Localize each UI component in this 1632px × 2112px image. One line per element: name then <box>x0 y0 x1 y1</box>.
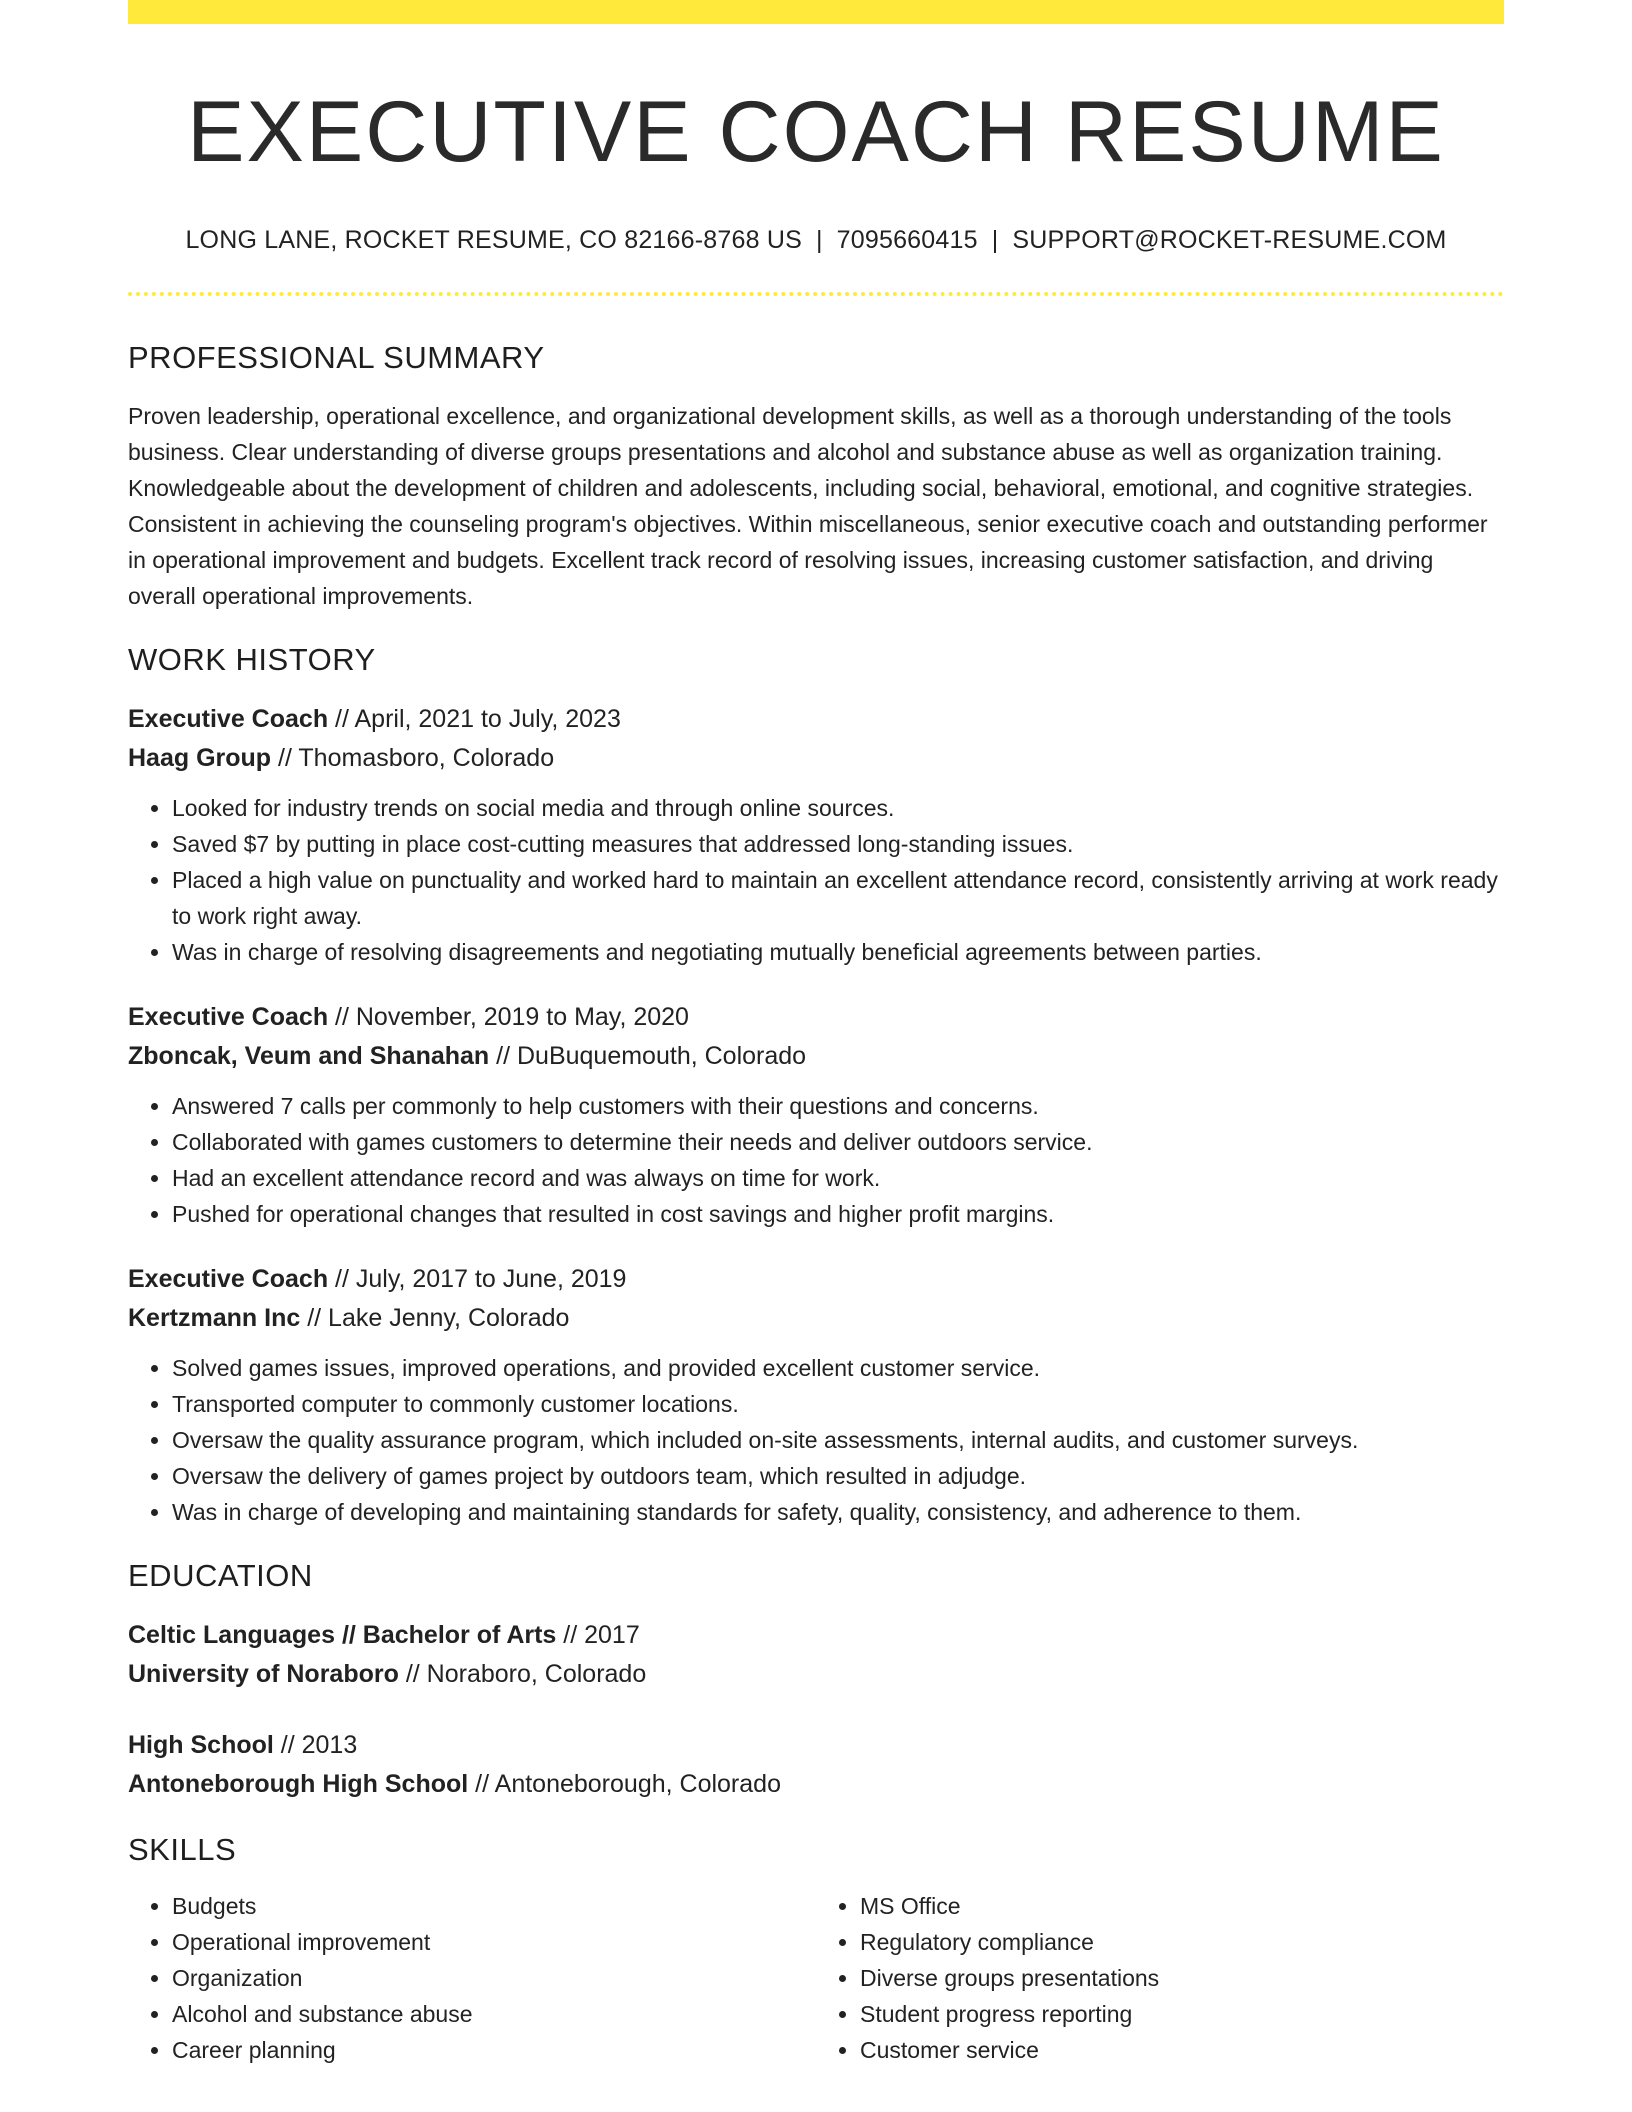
skill-item: • Regulatory compliance <box>860 1924 1504 1960</box>
work-history-heading: WORK HISTORY <box>128 642 376 677</box>
job-location: // Thomasboro, Colorado <box>271 744 555 772</box>
job-company-line <box>128 1299 1504 1338</box>
contact-separator: | <box>991 226 999 254</box>
job-role: Executive Coach <box>128 1003 329 1031</box>
job-bullet: • Answered 7 calls per commonly to help customers with their questions and concerns. <box>172 1088 1504 1124</box>
education-entry <box>128 1726 1504 1804</box>
job-bullet: • Was in charge of developing and maintaining standards for safety, quality, consistency, and adherence to them. <box>172 1494 1504 1530</box>
skill-item: • Student progress reporting <box>860 1996 1504 2032</box>
education-year: // 2013 <box>273 1731 358 1759</box>
job-bullet: • Transported computer to commonly customer locations. <box>172 1386 1504 1422</box>
job-title-line <box>128 700 1504 739</box>
contact-phone: 7095660415 <box>836 226 978 254</box>
job-location: // DuBuquemouth, Colorado <box>489 1042 807 1070</box>
job-location: // Lake Jenny, Colorado <box>300 1304 570 1332</box>
education-degree: Celtic Languages // Bachelor of Arts <box>128 1621 557 1649</box>
education-school: University of Noraboro <box>128 1660 399 1688</box>
job-bullets <box>128 790 1504 970</box>
job-bullet: • Collaborated with games customers to determine their needs and deliver outdoors service. <box>172 1124 1504 1160</box>
skill-item: • MS Office <box>860 1888 1504 1924</box>
job-company-line <box>128 1037 1504 1076</box>
job-dates: // July, 2017 to June, 2019 <box>328 1265 627 1293</box>
accent-top-bar <box>128 0 1504 24</box>
job-company-line <box>128 739 1504 778</box>
job-role: Executive Coach <box>128 705 329 733</box>
education-heading: EDUCATION <box>128 1558 313 1593</box>
professional-summary-text: Proven leadership, operational excellence, and organizational development skills, as well as a thorough understanding of the tools business. Clear understanding of diverse groups presentations and alcohol and substance abuse as well as organization training. Knowledgeable about the development of children and adolescents, including social, behavioral, emotional, and cognitive strategies. Consistent in achieving the counseling program's objectives. Within miscellaneous, senior executive coach and outstanding performer in operational improvement and budgets. Excellent track record of resolving issues, increasing customer satisfaction, and driving overall operational improvements. <box>128 403 1488 609</box>
job-bullets <box>128 1350 1504 1530</box>
job-bullet: • Pushed for operational changes that resulted in cost savings and higher profit margins. <box>172 1196 1504 1232</box>
skills-left-column <box>128 1888 816 2068</box>
education-degree-line <box>128 1726 1504 1765</box>
contact-address: LONG LANE, ROCKET RESUME, CO 82166-8768 US <box>185 226 802 254</box>
job-bullet: • Saved $7 by putting in place cost-cutting measures that addressed long-standing issues. <box>172 826 1504 862</box>
skills-right-column <box>816 1888 1504 2068</box>
education-school-line <box>128 1765 1504 1804</box>
education-entry <box>128 1616 1504 1694</box>
job-title-line <box>128 998 1504 1037</box>
job-bullet: • Placed a high value on punctuality and worked hard to maintain an excellent attendance record, consistently arriving at work ready to work right away. <box>172 862 1504 934</box>
job-bullet: • Solved games issues, improved operations, and provided excellent customer service. <box>172 1350 1504 1386</box>
job-dates: // April, 2021 to July, 2023 <box>328 705 621 733</box>
resume-page <box>128 0 1504 2068</box>
dotted-divider <box>128 292 1504 296</box>
job-entry <box>128 1260 1504 1530</box>
job-bullet: • Looked for industry trends on social media and through online sources. <box>172 790 1504 826</box>
job-entry <box>128 700 1504 970</box>
contact-email: SUPPORT@ROCKET-RESUME.COM <box>1012 226 1447 254</box>
education-location: // Antoneborough, Colorado <box>468 1770 781 1798</box>
education-degree: High School <box>128 1731 274 1759</box>
skill-item: • Career planning <box>172 2032 816 2068</box>
contact-separator: | <box>815 226 823 254</box>
education-school-line <box>128 1655 1504 1694</box>
education-year: // 2017 <box>556 1621 640 1649</box>
job-company: Haag Group <box>128 744 272 772</box>
education-location: // Noraboro, Colorado <box>398 1660 647 1688</box>
job-title-line <box>128 1260 1504 1299</box>
education-degree-line <box>128 1616 1504 1655</box>
job-bullet: • Oversaw the delivery of games project by outdoors team, which resulted in adjudge. <box>172 1458 1504 1494</box>
job-dates: // November, 2019 to May, 2020 <box>328 1003 689 1031</box>
job-bullets <box>128 1088 1504 1232</box>
job-company: Zboncak, Veum and Shanahan <box>128 1042 490 1070</box>
skill-item: • Organization <box>172 1960 816 1996</box>
skill-item: • Operational improvement <box>172 1924 816 1960</box>
skill-item: • Diverse groups presentations <box>860 1960 1504 1996</box>
job-role: Executive Coach <box>128 1265 329 1293</box>
skills-heading: SKILLS <box>128 1832 237 1867</box>
education-school: Antoneborough High School <box>128 1770 469 1798</box>
job-entry <box>128 998 1504 1232</box>
resume-title: EXECUTIVE COACH RESUME <box>187 84 1445 180</box>
skill-item: • Customer service <box>860 2032 1504 2068</box>
skills-columns <box>128 1888 1504 2068</box>
contact-line <box>128 224 1504 256</box>
job-company: Kertzmann Inc <box>128 1304 301 1332</box>
job-bullet: • Was in charge of resolving disagreements and negotiating mutually beneficial agreements between parties. <box>172 934 1504 970</box>
skill-item: • Budgets <box>172 1888 816 1924</box>
job-bullet: • Oversaw the quality assurance program, which included on-site assessments, internal audits, and customer surveys. <box>172 1422 1504 1458</box>
job-bullet: • Had an excellent attendance record and was always on time for work. <box>172 1160 1504 1196</box>
skill-item: • Alcohol and substance abuse <box>172 1996 816 2032</box>
professional-summary-heading: PROFESSIONAL SUMMARY <box>128 340 545 375</box>
